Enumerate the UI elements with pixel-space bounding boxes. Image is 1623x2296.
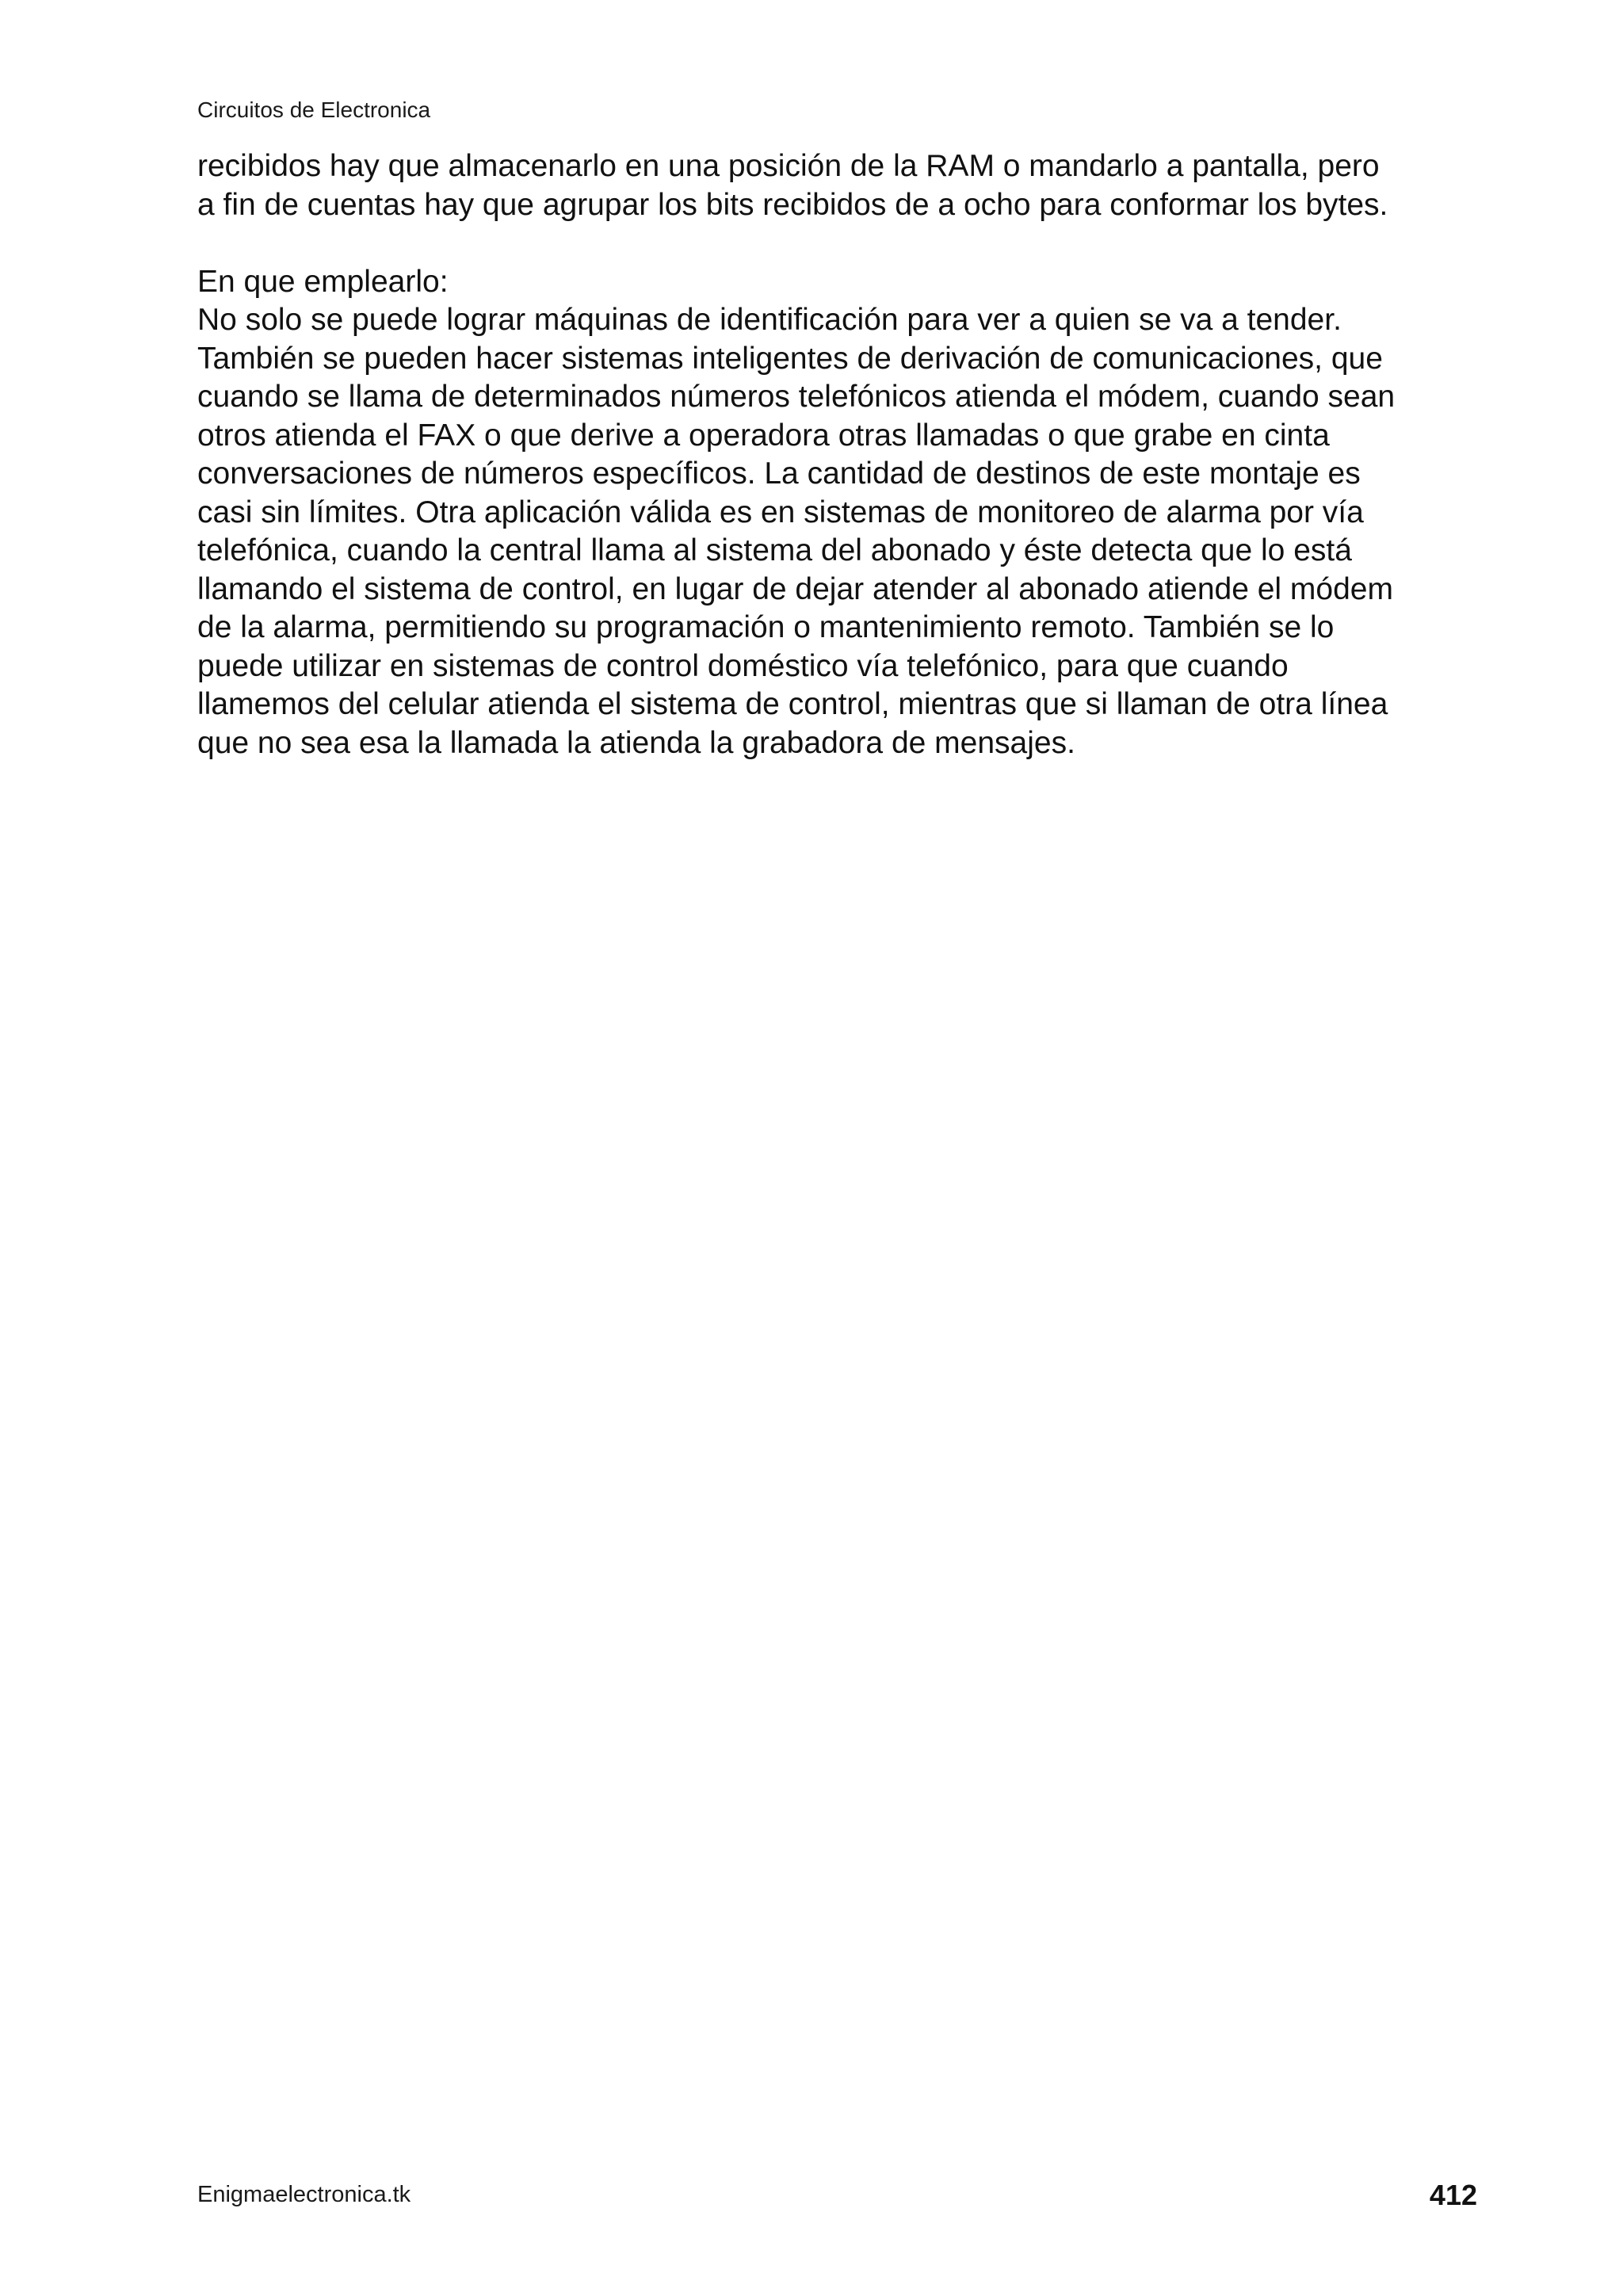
- page-number: 412: [1429, 2179, 1477, 2211]
- section-heading: En que emplearlo:: [197, 264, 449, 299]
- body-text: [197, 147, 1497, 762]
- text-line: cuando se llama de determinados números telefónicos atienda el módem, cuando sean: [197, 380, 1396, 414]
- text-line: No solo se puede lograr máquinas de identificación para ver a quien se va a tender.: [197, 303, 1342, 337]
- text-line: otros atienda el FAX o que derive a operadora otras llamadas o que grabe en cinta: [197, 418, 1330, 453]
- footer-site: Enigmaelectronica.tk: [197, 2182, 411, 2207]
- text-line: a fin de cuentas hay que agrupar los bits recibidos de a ocho para conformar los bytes.: [197, 187, 1388, 222]
- text-line: recibidos hay que almacenarlo en una posición de la RAM o mandarlo a pantalla, pero: [197, 149, 1380, 183]
- text-line: telefónica, cuando la central llama al sistema del abonado y éste detecta que lo está: [197, 533, 1352, 567]
- text-line: puede utilizar en sistemas de control doméstico vía telefónico, para que cuando: [197, 648, 1289, 683]
- paragraph-gap: [197, 224, 1497, 263]
- text-line: casi sin límites. Otra aplicación válida es en sistemas de monitoreo de alarma por vía: [197, 495, 1364, 529]
- text-line: que no sea esa la llamada la atienda la grabadora de mensajes.: [197, 725, 1075, 760]
- text-line: llamemos del celular atienda el sistema de control, mientras que si llaman de otra línea: [197, 687, 1388, 721]
- running-header: Circuitos de Electronica: [197, 97, 431, 122]
- text-line: de la alarma, permitiendo su programación o mantenimiento remoto. También se lo: [197, 610, 1335, 644]
- text-line: conversaciones de números específicos. La cantidad de destinos de este montaje es: [197, 457, 1361, 491]
- text-line: llamando el sistema de control, en lugar de dejar atender al abonado atiende el módem: [197, 571, 1393, 606]
- text-line: También se pueden hacer sistemas inteligentes de derivación de comunicaciones, que: [197, 341, 1383, 376]
